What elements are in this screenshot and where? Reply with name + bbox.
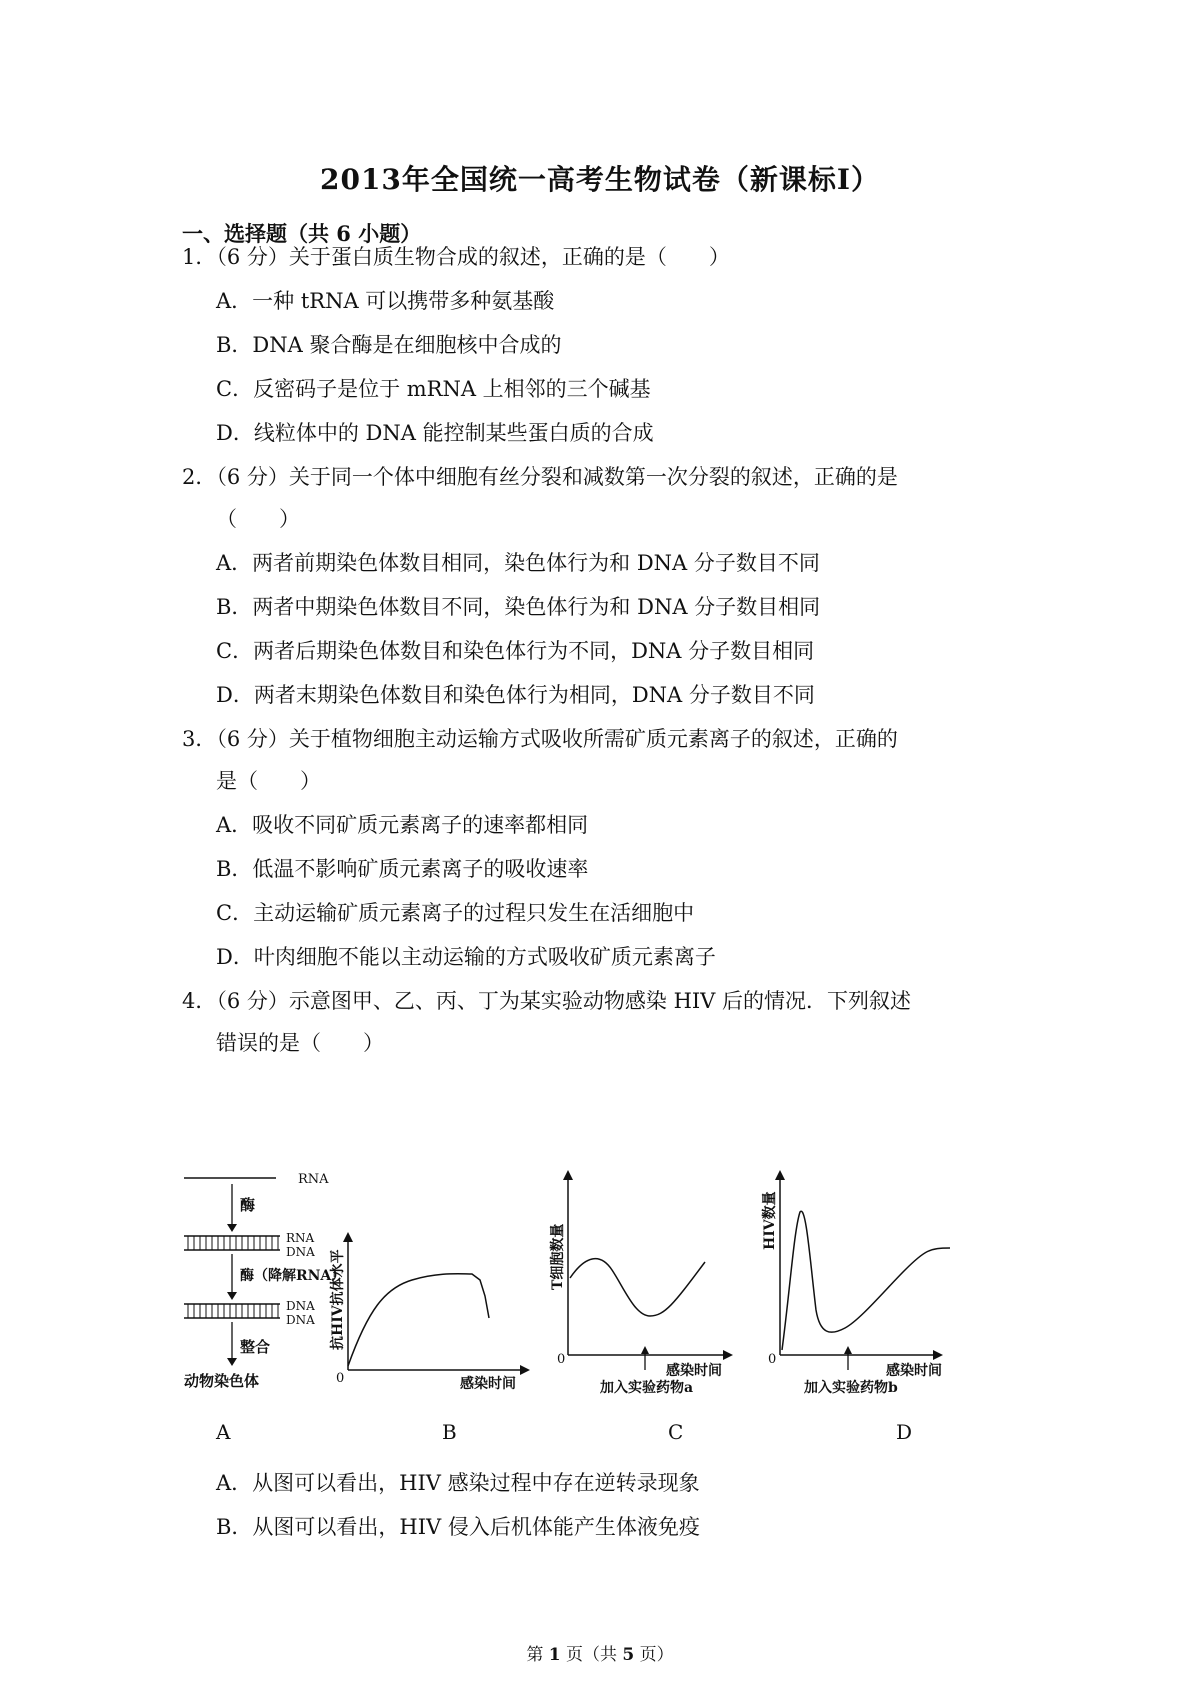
panel-d-y-arrow: [775, 1170, 785, 1180]
panel-d-origin: 0: [768, 1352, 777, 1367]
enzyme-label-2: 酶（降解RNA）: [240, 1268, 346, 1284]
question-4-stem-cont: 错误的是（ ）: [216, 1031, 384, 1055]
question-2-option-a: A．两者前期染色体数目相同，染色体行为和 DNA 分子数目不同: [216, 551, 820, 575]
panel-d-xlabel: 感染时间: [886, 1363, 942, 1379]
panel-b-origin: 0: [336, 1371, 345, 1386]
panel-c-x-arrow: [723, 1350, 733, 1360]
rna-dna-hybrid: [184, 1236, 280, 1250]
panel-c-drug-arrowhead: [641, 1346, 649, 1354]
panel-b-xlabel: 感染时间: [460, 1376, 516, 1392]
figure-label-a: A: [216, 1420, 231, 1444]
question-3-option-d: D．叶肉细胞不能以主动运输的方式吸收矿质元素离子: [216, 945, 716, 969]
enzyme-label-1: 酶: [240, 1196, 256, 1214]
footer-mid: 页（共: [566, 1645, 617, 1665]
footer-page-number: 1: [548, 1645, 561, 1665]
panel-c-y-arrow: [563, 1170, 573, 1180]
integrate-label: 整合: [240, 1338, 271, 1356]
question-2-option-c: C．两者后期染色体数目和染色体行为不同，DNA 分子数目相同: [216, 639, 815, 663]
dsdna-top-label: DNA: [286, 1299, 315, 1313]
figure-label-c: C: [668, 1420, 684, 1444]
question-2-option-d: D．两者末期染色体数目和染色体行为相同，DNA 分子数目不同: [216, 683, 815, 707]
panel-c-xlabel: 感染时间: [666, 1363, 722, 1379]
question-1-option-a: A．一种 tRNA 可以携带多种氨基酸: [216, 289, 555, 313]
page-footer: [0, 1640, 1200, 1665]
footer-suffix: 页）: [639, 1645, 674, 1665]
arrow-head-2: [227, 1292, 237, 1300]
hybrid-top-label: RNA: [286, 1231, 315, 1245]
panel-c-chart: [549, 1170, 733, 1396]
question-3-stem-cont: 是（ ）: [216, 769, 321, 793]
footer-total-pages: 5: [622, 1645, 635, 1665]
ds-dna: [184, 1304, 280, 1318]
question-1-option-b: B．DNA 聚合酶是在细胞核中合成的: [216, 333, 562, 357]
question-3-stem: 3．（6 分）关于植物细胞主动运输方式吸收所需矿质元素离子的叙述，正确的: [182, 727, 898, 751]
panel-c-curve: [570, 1259, 705, 1316]
panel-a-rna-label: RNA: [298, 1172, 329, 1187]
question-2-stem: 2．（6 分）关于同一个体中细胞有丝分裂和减数第一次分裂的叙述，正确的是: [182, 465, 898, 489]
panel-d-x-arrow: [933, 1350, 943, 1360]
panel-c-ylabel: T细胞数量: [550, 1223, 566, 1290]
figure-label-b: B: [442, 1420, 457, 1444]
section-heading: 一、选择题（共 6 小题）: [182, 221, 422, 246]
panel-d-curve: [782, 1211, 950, 1350]
hybrid-bottom-label: DNA: [286, 1245, 315, 1259]
question-4-figure: [180, 1170, 1020, 1420]
panel-b-ylabel: 抗HIV抗体水平: [330, 1249, 346, 1350]
panel-d-chart: [761, 1170, 950, 1396]
panel-c-drug-label: 加入实验药物a: [600, 1380, 694, 1396]
question-4-option-a: A．从图可以看出，HIV 感染过程中存在逆转录现象: [216, 1471, 700, 1495]
figure-label-d: D: [896, 1420, 913, 1444]
page-title: 2013年全国统一高考生物试卷（新课标Ⅰ）: [319, 163, 881, 196]
question-1-option-c: C．反密码子是位于 mRNA 上相邻的三个碱基: [216, 377, 651, 401]
chromosome-label: 动物染色体: [184, 1372, 260, 1390]
panel-d-ylabel: HIV数量: [762, 1191, 778, 1250]
question-3-option-a: A．吸收不同矿质元素离子的速率都相同: [216, 813, 589, 837]
panel-a-diagram: [184, 1172, 345, 1390]
question-3-option-c: C．主动运输矿质元素离子的过程只发生在活细胞中: [216, 901, 695, 925]
question-4-stem: 4．（6 分）示意图甲、乙、丙、丁为某实验动物感染 HIV 后的情况．下列叙述: [182, 989, 912, 1013]
panel-b-curve: [348, 1274, 489, 1366]
question-2-stem-cont: （ ）: [216, 507, 300, 531]
question-4-option-b: B．从图可以看出，HIV 侵入后机体能产生体液免疫: [216, 1515, 700, 1539]
dsdna-bottom-label: DNA: [286, 1313, 315, 1327]
arrow-head-3: [227, 1358, 237, 1366]
panel-d-drug-arrowhead: [844, 1346, 852, 1354]
panel-d-drug-label: 加入实验药物b: [804, 1380, 898, 1396]
question-1-option-d: D．线粒体中的 DNA 能控制某些蛋白质的合成: [216, 421, 654, 445]
arrow-head-1: [227, 1224, 237, 1232]
panel-b-chart: [329, 1232, 530, 1392]
footer-prefix: 第: [526, 1645, 544, 1665]
panel-b-x-arrow: [520, 1365, 530, 1375]
panel-b-y-arrow: [343, 1232, 353, 1242]
panel-c-origin: 0: [557, 1352, 566, 1367]
question-2-option-b: B．两者中期染色体数目不同，染色体行为和 DNA 分子数目相同: [216, 595, 821, 619]
question-1-stem: 1．（6 分）关于蛋白质生物合成的叙述，正确的是（ ）: [182, 245, 730, 269]
question-3-option-b: B．低温不影响矿质元素离子的吸收速率: [216, 857, 589, 881]
